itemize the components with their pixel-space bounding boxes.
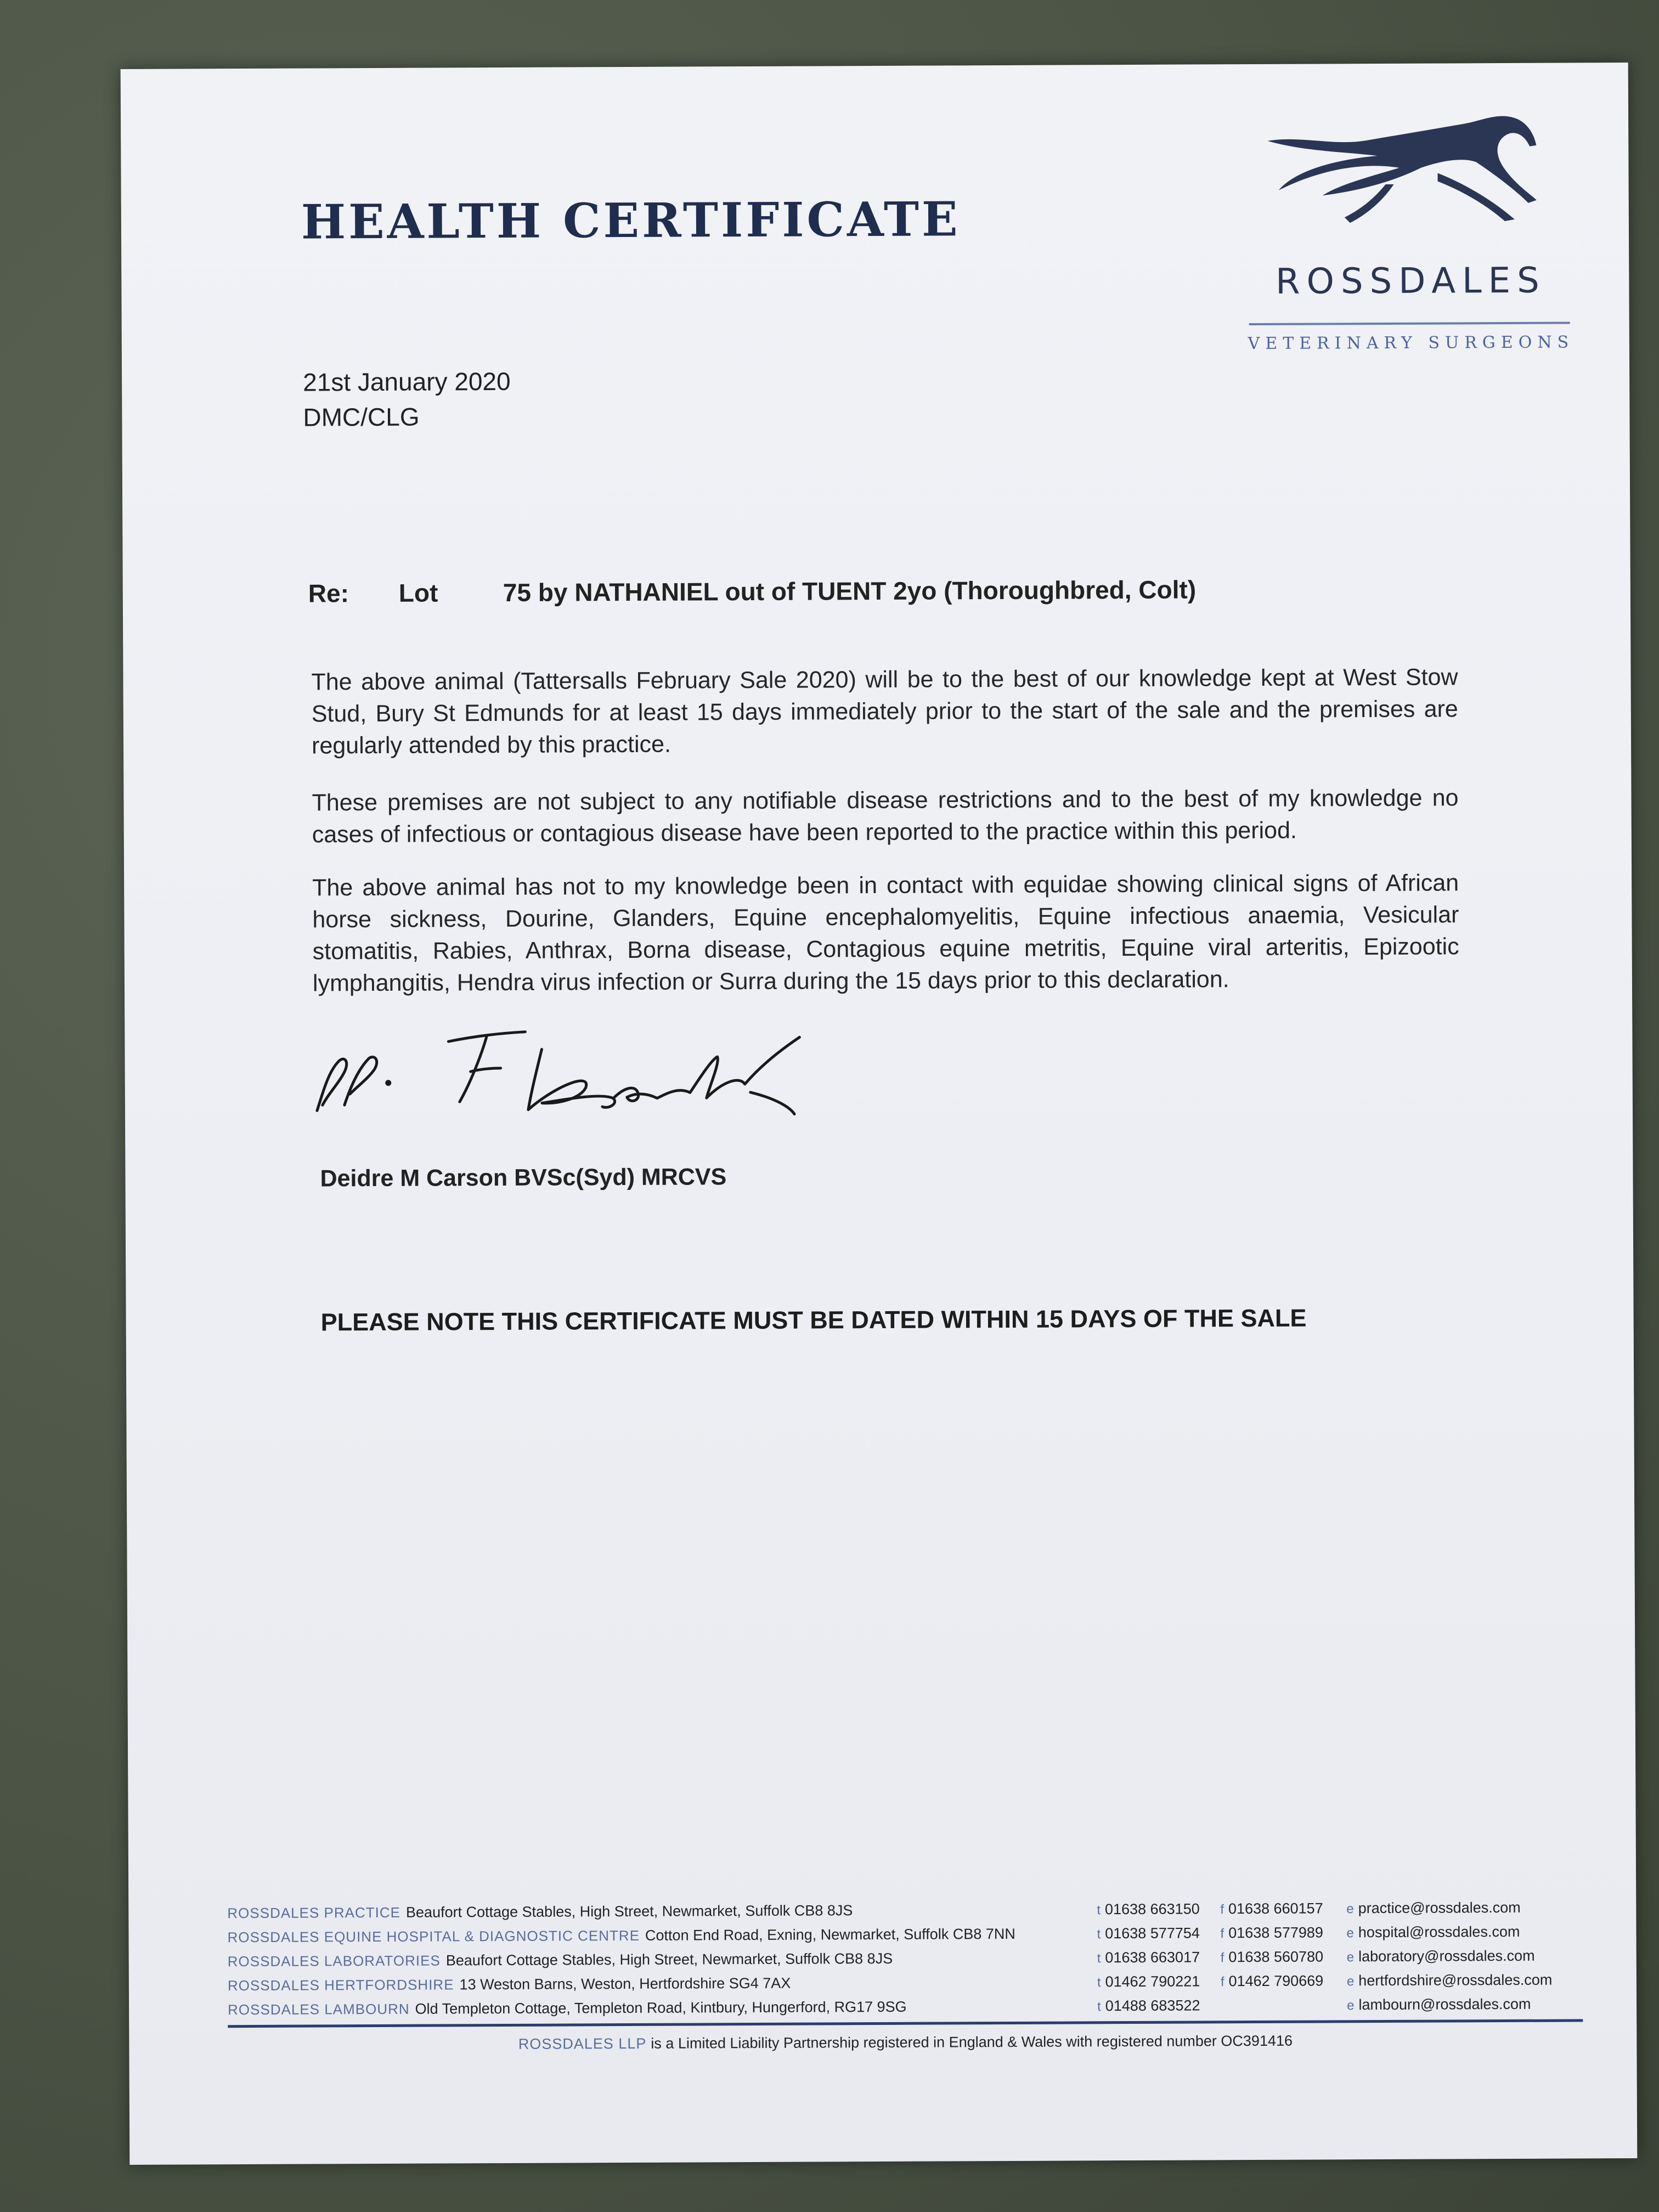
address-row	[228, 1970, 1084, 1997]
address-row	[228, 1945, 1084, 1973]
fax-entry: f 01638 577989	[1220, 1924, 1323, 1942]
email-entry: e hertfordshire@rossdales.com	[1346, 1971, 1553, 1989]
lot-label: Lot	[398, 578, 438, 607]
email-address: practice@rossdales.com	[1358, 1899, 1521, 1917]
phone-number: 01462 790221	[1105, 1973, 1200, 1990]
location-name: ROSSDALES LAMBOURN	[228, 2000, 410, 2018]
body-paragraph-2: These premises are not subject to any notifiable disease restrictions and to the best of my knowledge no cases of infectious or contagious disease have been reported to the practice within this period.	[312, 785, 1459, 848]
re-line	[308, 573, 1570, 608]
phone-number: 01638 577754	[1105, 1925, 1200, 1942]
location-name: ROSSDALES PRACTICE	[227, 1904, 401, 1922]
lot-description: 75 by NATHANIEL out of TUENT 2yo (Thoroughbred, Colt)	[503, 575, 1197, 607]
email-entry: e hospital@rossdales.com	[1346, 1923, 1520, 1941]
letter-date: 21st January 2020	[303, 366, 511, 397]
address-row	[227, 1921, 1083, 1949]
letter-reference: DMC/CLG	[303, 402, 420, 432]
phone-entry: t 01638 663150	[1097, 1900, 1200, 1918]
address-list	[227, 1897, 1084, 2022]
location-address: Cotton End Road, Exning, Newmarket, Suffolk CB8 7NN	[645, 1925, 1015, 1944]
email-address: hospital@rossdales.com	[1358, 1923, 1520, 1941]
body-paragraph-3: The above animal has not to my knowledge been in contact with equidae showing clinical signs of African horse sickness, Dourine, Glanders, Equine encephalomyelitis, Equine infectious anaemia, Vesicular stomatitis, Rabies, Anthrax, Borna disease, Contagious equine metritis, Equine viral arteritis, Epizootic lymphangitis, Hendra virus infection or Surra during the 15 days prior to this declaration.	[312, 870, 1459, 997]
phone-number: 01488 683522	[1105, 1997, 1200, 2015]
email-address: laboratory@rossdales.com	[1358, 1947, 1535, 1965]
legal-entity-name: ROSSDALES LLP	[518, 2035, 647, 2052]
phone-number: 01638 663017	[1105, 1949, 1200, 1966]
location-name: ROSSDALES EQUINE HOSPITAL & DIAGNOSTIC CENTRE	[227, 1927, 640, 1946]
letterhead-footer	[227, 1895, 1599, 2052]
address-row	[227, 1897, 1083, 1925]
email-entry: e practice@rossdales.com	[1346, 1899, 1521, 1917]
fax-entry: f 01462 790669	[1220, 1972, 1324, 1990]
phone-number: 01638 663150	[1104, 1900, 1200, 1918]
telephone-column	[1097, 1897, 1200, 2018]
location-address: Old Templeton Cottage, Templeton Road, Kintbury, Hungerford, RG17 9SG	[415, 1998, 907, 2017]
phone-entry: t 01488 683522	[1097, 1997, 1200, 2015]
logo-wordmark: ROSSDALES	[1275, 260, 1546, 302]
rossdales-logo	[1245, 106, 1576, 393]
email-address: lambourn@rossdales.com	[1358, 1995, 1531, 2013]
location-address: Beaufort Cottage Stables, High Street, Newmarket, Suffolk CB8 8JS	[405, 1902, 853, 1921]
email-column	[1346, 1895, 1552, 2017]
galloping-horse-logo-icon	[1256, 107, 1542, 229]
email-entry: e laboratory@rossdales.com	[1346, 1947, 1535, 1965]
logo-divider	[1249, 321, 1570, 325]
body-paragraph-1: The above animal (Tattersalls February Sale 2020) will be to the best of our knowledge kept at West Stow Stud, Bury St Edmunds for at least 15 days immediately prior to the start of the sale and the premises are regularly attended by this practice.	[311, 664, 1458, 759]
legal-notice	[228, 2031, 1583, 2054]
legal-text: is a Limited Liability Partnership registered in England & Wales with registered number OC391416	[651, 2032, 1293, 2052]
re-label: Re:	[308, 579, 349, 608]
location-address: 13 Weston Barns, Weston, Hertfordshire SG4 7AX	[459, 1974, 791, 1993]
handwritten-signature	[306, 1009, 910, 1155]
location-name: ROSSDALES LABORATORIES	[227, 1952, 441, 1970]
location-address: Beaufort Cottage Stables, High Street, Newmarket, Suffolk CB8 8JS	[445, 1950, 893, 1969]
certificate-page	[121, 63, 1638, 2165]
email-entry: e lambourn@rossdales.com	[1347, 1995, 1531, 2013]
fax-number: 01462 790669	[1228, 1972, 1324, 1990]
fax-number: 01638 560780	[1228, 1948, 1324, 1966]
location-name: ROSSDALES HERTFORDSHIRE	[227, 1976, 454, 1994]
signer-name: Deidre M Carson BVSc(Syd) MRCVS	[320, 1164, 727, 1192]
fax-column	[1220, 1896, 1323, 1993]
letter-meta	[303, 364, 511, 435]
address-row	[228, 1994, 1084, 2022]
fax-entry: f 01638 560780	[1220, 1948, 1324, 1966]
email-address: hertfordshire@rossdales.com	[1358, 1971, 1553, 1989]
logo-tagline: VETERINARY SURGEONS	[1248, 332, 1575, 354]
phone-entry: t 01638 577754	[1097, 1925, 1200, 1942]
dating-notice: PLEASE NOTE THIS CERTIFICATE MUST BE DATED WITHIN 15 DAYS OF THE SALE	[320, 1304, 1307, 1336]
fax-number: 01638 660157	[1228, 1900, 1323, 1917]
phone-entry: t 01638 663017	[1097, 1949, 1200, 1966]
fax-number: 01638 577989	[1228, 1924, 1323, 1942]
phone-entry: t 01462 790221	[1097, 1973, 1200, 1990]
document-title: HEALTH CERTIFICATE	[301, 191, 961, 250]
fax-entry: f 01638 660157	[1220, 1900, 1323, 1917]
